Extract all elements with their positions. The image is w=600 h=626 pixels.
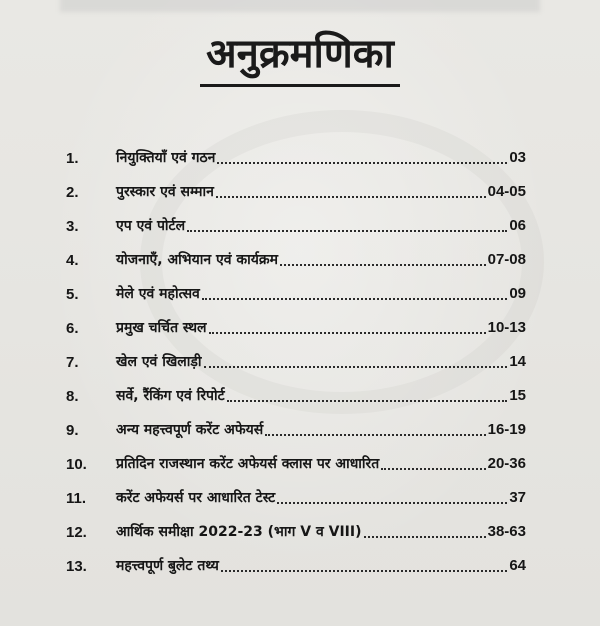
dot-leader <box>221 570 507 572</box>
entry-label: प्रमुख चर्चित स्थल <box>116 320 207 336</box>
entry-number: 4. <box>66 252 79 269</box>
entry-page: 09 <box>509 285 526 302</box>
entry-page: 38-63 <box>487 523 526 540</box>
entry-number: 7. <box>66 354 79 371</box>
entry-label: आर्थिक समीक्षा 2022-23 (भाग V व VIII) <box>116 524 362 540</box>
toc-row <box>0 208 600 238</box>
entry-number: 6. <box>66 320 79 337</box>
entry-number: 12. <box>66 524 87 541</box>
entry-label: करेंट अफेयर्स पर आधारित टेस्ट <box>116 490 276 506</box>
dot-leader <box>202 298 507 300</box>
dot-leader <box>277 502 507 504</box>
entry-number: 2. <box>66 184 79 201</box>
dot-leader <box>204 366 508 368</box>
entry-page: 15 <box>509 387 526 404</box>
toc-row <box>0 242 600 272</box>
toc-row <box>0 548 600 578</box>
toc-row <box>0 310 600 340</box>
entry-page: 20-36 <box>487 455 526 472</box>
entry-label: योजनाएँ, अभियान एवं कार्यक्रम <box>116 252 279 268</box>
entry-number: 1. <box>66 150 79 167</box>
entry-page: 03 <box>509 149 526 166</box>
entry-line <box>116 183 526 201</box>
entry-number: 10. <box>66 456 87 473</box>
dot-leader <box>216 196 486 198</box>
entry-page: 10-13 <box>487 319 526 336</box>
entry-label: मेले एवं महोत्सव <box>116 286 200 302</box>
entry-page: 37 <box>509 489 526 506</box>
entry-number: 8. <box>66 388 79 405</box>
page-title <box>0 26 600 87</box>
entry-number: 11. <box>66 490 87 507</box>
entry-label: प्रतिदिन राजस्थान करेंट अफेयर्स क्लास पर आधारित <box>116 456 380 472</box>
entry-line <box>116 489 526 507</box>
toc-row <box>0 276 600 306</box>
entry-line <box>116 421 526 439</box>
entry-line <box>116 285 526 303</box>
toc-row <box>0 412 600 442</box>
entry-line <box>116 251 526 269</box>
entry-line <box>116 387 526 405</box>
entry-line <box>116 455 526 473</box>
entry-label: एप एवं पोर्टल <box>116 218 186 234</box>
dot-leader <box>217 162 507 164</box>
entry-line <box>116 523 526 541</box>
entry-page: 16-19 <box>487 421 526 438</box>
title-text: अनुक्रमणिका <box>200 26 400 87</box>
entry-number: 13. <box>66 558 87 575</box>
entry-label: पुरस्कार एवं सम्मान <box>116 184 214 200</box>
entry-line <box>116 319 526 337</box>
toc-row <box>0 344 600 374</box>
entry-page: 04-05 <box>487 183 526 200</box>
dot-leader <box>364 536 486 538</box>
entry-label: सर्वे, रैंकिंग एवं रिपोर्ट <box>116 388 225 404</box>
entry-number: 3. <box>66 218 79 235</box>
dot-leader <box>280 264 486 266</box>
toc-row <box>0 140 600 170</box>
dot-leader <box>381 468 485 470</box>
entry-line <box>116 149 526 167</box>
toc-row <box>0 480 600 510</box>
bleed-through-strip <box>60 0 540 12</box>
entry-page: 14 <box>509 353 526 370</box>
dot-leader <box>187 230 507 232</box>
toc-row <box>0 378 600 408</box>
entry-line <box>116 353 526 371</box>
entry-label: नियुक्तियाँ एवं गठन <box>116 150 216 166</box>
toc-row <box>0 446 600 476</box>
entry-line <box>116 557 526 575</box>
entry-number: 9. <box>66 422 79 439</box>
dot-leader <box>265 434 485 436</box>
toc-row <box>0 174 600 204</box>
entry-line <box>116 217 526 235</box>
entry-page: 64 <box>509 557 526 574</box>
entry-label: खेल एवं खिलाड़ी <box>116 354 202 370</box>
dot-leader <box>227 400 508 402</box>
entry-label: महत्त्वपूर्ण बुलेट तथ्य <box>116 558 219 574</box>
toc-row <box>0 514 600 544</box>
entry-number: 5. <box>66 286 79 303</box>
dot-leader <box>209 332 486 334</box>
entry-page: 06 <box>509 217 526 234</box>
entry-page: 07-08 <box>487 251 526 268</box>
entry-label: अन्य महत्त्वपूर्ण करेंट अफेयर्स <box>116 422 264 438</box>
